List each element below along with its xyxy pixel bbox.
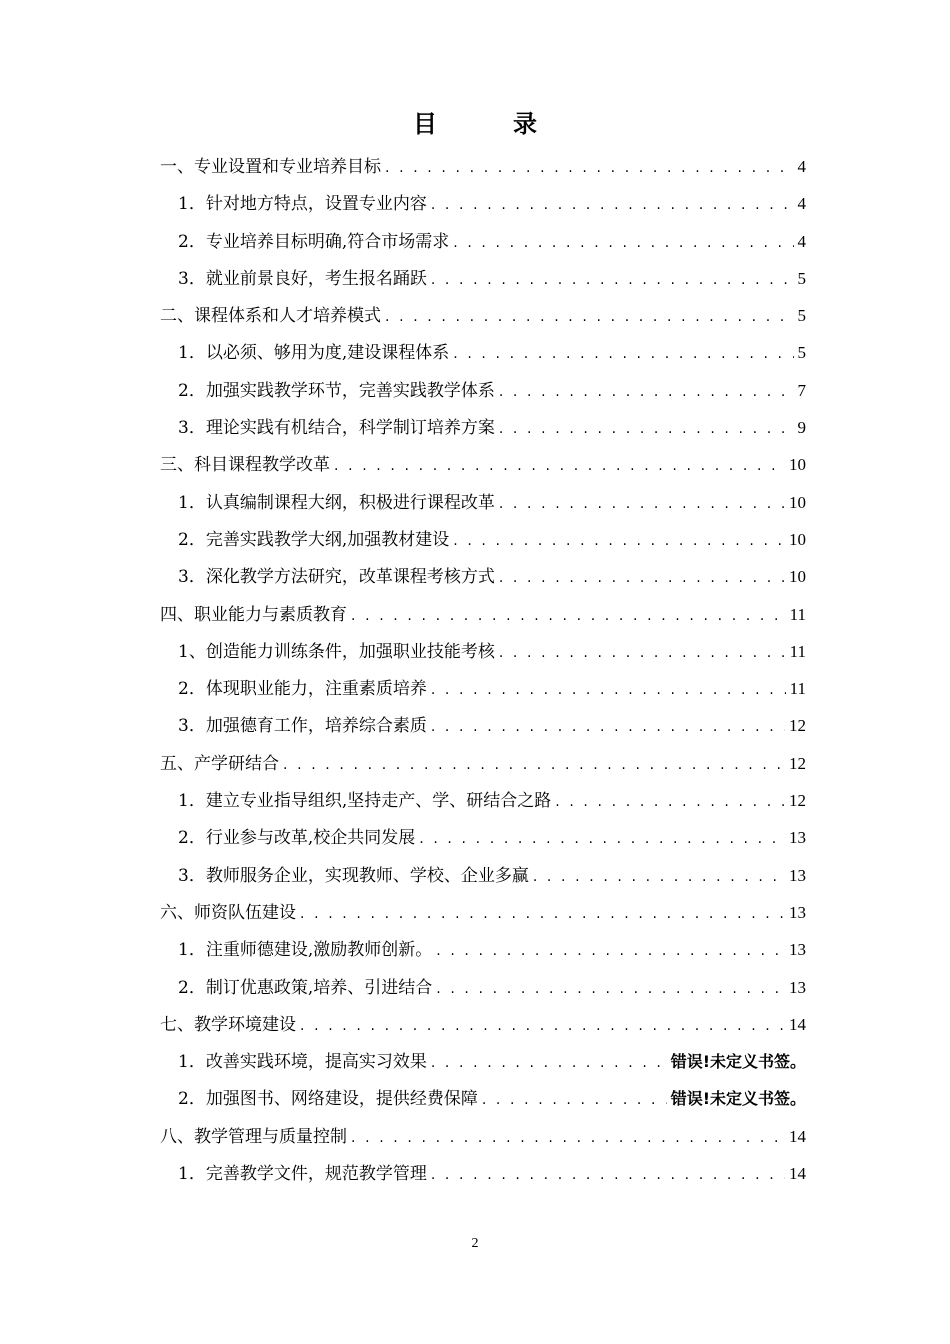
- toc-entry-text: 2．加强实践教学环节，完善实践教学体系: [178, 380, 495, 401]
- toc-subsection-entry[interactable]: [160, 633, 806, 670]
- toc-page-number: 14: [789, 1014, 806, 1034]
- toc-page-number: 13: [789, 865, 806, 885]
- toc-entry-text: 3．加强德育工作，培养综合素质: [178, 716, 427, 737]
- toc-entry-text: 1．改善实践环境，提高实习效果: [178, 1052, 427, 1073]
- toc-section-entry[interactable]: [160, 894, 806, 931]
- toc-subsection-entry[interactable]: [160, 334, 806, 371]
- toc-entry-text: 2．制订优惠政策,培养、引进结合: [178, 977, 433, 998]
- toc-dot-leader: [453, 336, 793, 373]
- toc-entry-text: 1．注重师德建设,激励教师创新。: [178, 940, 433, 961]
- toc-entry-text: 3．理论实践有机结合，科学制订培养方案: [178, 418, 495, 439]
- toc-entry-text: 八、教学管理与质量控制: [160, 1126, 347, 1147]
- toc-section-entry[interactable]: [160, 1006, 806, 1043]
- toc-subsection-entry[interactable]: [160, 1155, 806, 1192]
- toc-dot-leader: [283, 747, 785, 784]
- toc-section-entry[interactable]: [160, 596, 806, 633]
- toc-page-number: 4: [797, 194, 806, 214]
- toc-page-number: 4: [797, 157, 806, 176]
- toc-page-number: 10: [789, 492, 806, 512]
- toc-page-number: 10: [789, 529, 806, 549]
- toc-dot-leader: [499, 374, 794, 411]
- toc-dot-leader: [419, 821, 785, 858]
- toc-dot-leader: [431, 1157, 785, 1194]
- toc-page-number: 12: [789, 716, 806, 736]
- toc-dot-leader: [453, 523, 785, 560]
- toc-entry-text: 2．体现职业能力，注重素质培养: [178, 679, 427, 700]
- toc-dot-leader: [300, 896, 785, 933]
- toc-page-number: 13: [789, 902, 806, 922]
- toc-page-number: 7: [797, 380, 806, 400]
- toc-entry-text: 2．专业培养目标明确,符合市场需求: [178, 231, 450, 252]
- toc-page-number: 11: [789, 679, 806, 699]
- toc-subsection-entry[interactable]: [160, 260, 806, 297]
- toc-entry-text: 1．针对地方特点，设置专业内容: [178, 194, 427, 215]
- toc-entry-text: 四、职业能力与素质教育: [160, 604, 347, 625]
- toc-entry-text: 1．完善教学文件，规范教学管理: [178, 1164, 427, 1185]
- toc-entry-text: 3．深化教学方法研究，改革课程考核方式: [178, 567, 495, 588]
- toc-section-entry[interactable]: [160, 446, 806, 483]
- toc-entry-text: 一、专业设置和专业培养目标: [160, 157, 381, 177]
- page-title: 目 录: [413, 109, 563, 138]
- toc-subsection-entry[interactable]: [160, 819, 806, 856]
- toc-section-entry[interactable]: [160, 745, 806, 782]
- toc-page-number: 5: [797, 343, 806, 363]
- toc-dot-leader: [351, 1120, 785, 1157]
- toc-entry-text: 1．认真编制课程大纲，积极进行课程改革: [178, 492, 495, 513]
- table-of-contents: [160, 148, 806, 1192]
- toc-page-number: 13: [789, 977, 806, 997]
- toc-page-number: 13: [789, 940, 806, 960]
- toc-dot-leader: [555, 784, 785, 821]
- toc-subsection-entry[interactable]: [160, 1080, 806, 1117]
- toc-subsection-entry[interactable]: [160, 670, 806, 707]
- toc-entry-text: 二、课程体系和人才培养模式: [160, 306, 381, 327]
- toc-dot-leader: [385, 299, 794, 336]
- toc-entry-text: 1．建立专业指导组织,坚持走产、学、研结合之路: [178, 791, 552, 812]
- toc-entry-text: 五、产学研结合: [160, 753, 279, 774]
- toc-page-number: 10: [789, 567, 806, 587]
- toc-subsection-entry[interactable]: [160, 372, 806, 409]
- toc-dot-leader: [431, 709, 785, 746]
- toc-page-number: 12: [789, 791, 806, 811]
- toc-subsection-entry[interactable]: [160, 185, 806, 222]
- toc-page-number: 12: [789, 753, 806, 773]
- toc-dot-leader: [436, 971, 785, 1008]
- toc-dot-leader: [431, 262, 794, 299]
- toc-subsection-entry[interactable]: [160, 857, 806, 894]
- toc-dot-leader: [334, 448, 785, 485]
- toc-section-entry[interactable]: [160, 148, 806, 185]
- toc-subsection-entry[interactable]: [160, 969, 806, 1006]
- toc-subsection-entry[interactable]: [160, 558, 806, 595]
- toc-dot-leader: [436, 933, 785, 970]
- toc-entry-text: 七、教学环境建设: [160, 1014, 296, 1035]
- toc-subsection-entry[interactable]: [160, 484, 806, 521]
- toc-entry-text: 1．以必须、够用为度,建设课程体系: [178, 343, 450, 364]
- toc-dot-leader: [431, 1045, 667, 1082]
- toc-subsection-entry[interactable]: [160, 707, 806, 744]
- toc-dot-leader: [499, 486, 785, 523]
- toc-entry-text: 3．就业前景良好，考生报名踊跃: [178, 268, 427, 289]
- toc-subsection-entry[interactable]: [160, 223, 806, 260]
- toc-dot-leader: [431, 672, 786, 709]
- toc-page-number: 13: [789, 828, 806, 848]
- toc-subsection-entry[interactable]: [160, 521, 806, 558]
- toc-bookmark-error: 错误!未定义书签。: [670, 1052, 806, 1072]
- toc-subsection-entry[interactable]: [160, 1043, 806, 1080]
- toc-page-number: 11: [789, 604, 806, 624]
- toc-entry-text: 2．完善实践教学大纲,加强教材建设: [178, 529, 450, 550]
- toc-subsection-entry[interactable]: [160, 409, 806, 446]
- toc-page-number: 14: [789, 1126, 806, 1146]
- toc-entry-text: 1、创造能力训练条件，加强职业技能考核: [178, 641, 495, 662]
- toc-page-number: 14: [789, 1164, 806, 1184]
- toc-dot-leader: [499, 560, 785, 597]
- toc-page-number: 5: [797, 268, 806, 288]
- toc-dot-leader: [533, 859, 785, 896]
- toc-subsection-entry[interactable]: [160, 782, 806, 819]
- toc-dot-leader: [453, 225, 793, 262]
- toc-dot-leader: [499, 411, 794, 448]
- toc-entry-text: 2．加强图书、网络建设，提供经费保障: [178, 1089, 478, 1110]
- toc-dot-leader: [482, 1082, 667, 1119]
- toc-section-entry[interactable]: [160, 1118, 806, 1155]
- toc-page-number: 5: [797, 306, 806, 326]
- toc-dot-leader: [499, 635, 786, 672]
- toc-entry-text: 3．教师服务企业，实现教师、学校、企业多赢: [178, 865, 529, 886]
- toc-page-number: 10: [789, 455, 806, 475]
- toc-entry-text: 2．行业参与改革,校企共同发展: [178, 828, 416, 849]
- toc-entry-text: 三、科目课程教学改革: [160, 455, 330, 476]
- toc-entry-text: 六、师资队伍建设: [160, 902, 296, 923]
- toc-page-number: 11: [789, 641, 806, 661]
- toc-dot-leader: [385, 150, 794, 187]
- toc-dot-leader: [300, 1008, 785, 1045]
- toc-page-number: 9: [797, 418, 806, 438]
- toc-dot-leader: [431, 187, 794, 224]
- page-number: 2: [471, 1236, 479, 1251]
- toc-bookmark-error: 错误!未定义书签。: [670, 1089, 806, 1109]
- toc-dot-leader: [351, 598, 786, 635]
- toc-subsection-entry[interactable]: [160, 931, 806, 968]
- toc-section-entry[interactable]: [160, 297, 806, 334]
- toc-page-number: 4: [797, 231, 806, 251]
